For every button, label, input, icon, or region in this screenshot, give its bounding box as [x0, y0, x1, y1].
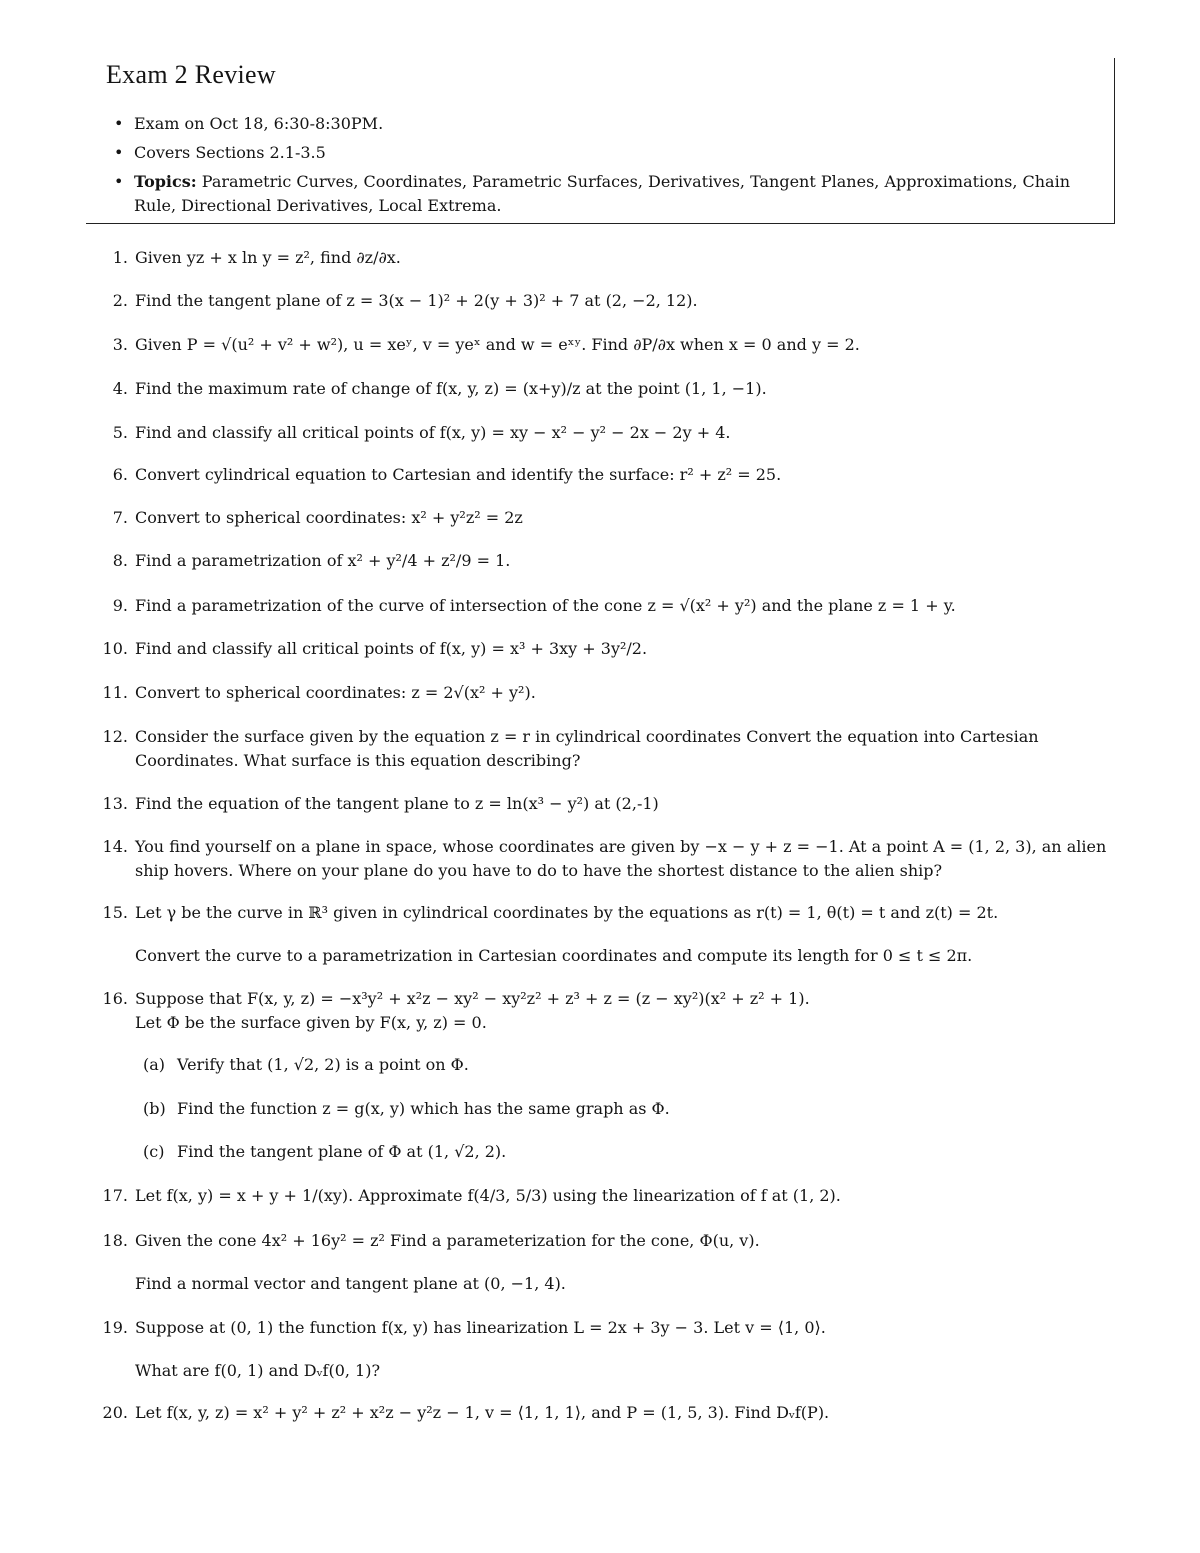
problem-text: Suppose at (0, 1) the function f(x, y) has linearization L = 2x + 3y − 3. Let v = ⟨1, 0⟩. — [135, 1318, 826, 1337]
part-label: (b) — [143, 1099, 166, 1118]
problem-number: 19. — [102, 1318, 128, 1337]
problem-number: 18. — [102, 1231, 128, 1250]
problem-15-continuation: Convert the curve to a parametrization in Cartesian coordinates and compute its length for 0 ≤ t ≤ 2π. — [135, 946, 973, 965]
part-text: Verify that (1, √2, 2) is a point on Φ. — [177, 1055, 469, 1074]
problem-16-part-c — [143, 1140, 1103, 1164]
topics-text: Parametric Curves, Coordinates, Parametric Surfaces, Derivatives, Tangent Planes, Approximations, Chain Rule, Directional Derivatives, Local Extrema. — [134, 172, 1070, 215]
part-label: (a) — [143, 1055, 166, 1074]
topics-label: Topics: — [134, 172, 197, 191]
problem-text: Given the cone 4x² + 16y² = z² Find a parameterization for the cone, Φ(u, v). — [135, 1231, 760, 1250]
part-label: (c) — [143, 1142, 165, 1161]
problem-text: Convert cylindrical equation to Cartesian and identify the surface: r² + z² = 25. — [135, 465, 782, 484]
part-text: Find the tangent plane of Φ at (1, √2, 2). — [177, 1142, 507, 1161]
problem-text: Find the tangent plane of z = 3(x − 1)² + 2(y + 3)² + 7 at (2, −2, 12). — [135, 291, 698, 310]
problem-text: Given yz + x ln y = z², find ∂z/∂x. — [135, 248, 401, 267]
problem-18-continuation: Find a normal vector and tangent plane at (0, −1, 4). — [135, 1274, 566, 1293]
problem-text: Find a parametrization of x² + y²/4 + z²/9 = 1. — [135, 551, 511, 570]
problem-number: 4. — [112, 379, 128, 398]
problem-number: 20. — [102, 1403, 128, 1422]
problem-text: You find yourself on a plane in space, whose coordinates are given by −x − y + z = −1. At a point A = (1, 2, 3), an alien ship hovers. Where on your plane do you have to do to have the shortest distance to the alien ship? — [135, 837, 1107, 880]
problem-number: 7. — [112, 508, 128, 527]
problem-16-part-a — [143, 1053, 1103, 1077]
problem-number: 3. — [112, 335, 128, 354]
problem-text: Find and classify all critical points of f(x, y) = xy − x² − y² − 2x − 2y + 4. — [135, 423, 731, 442]
problem-number: 16. — [102, 989, 128, 1008]
problem-text: Suppose that F(x, y, z) = −x³y² + x²z − xy² − xy²z² + z³ + z = (z − xy²)(x² + z² + 1). — [135, 989, 810, 1008]
problem-16-line-2: Let Φ be the surface given by F(x, y, z) = 0. — [135, 1013, 487, 1032]
problem-text: Find a parametrization of the curve of intersection of the cone z = √(x² + y²) and the plane z = 1 + y. — [135, 596, 956, 615]
problem-text: Let f(x, y, z) = x² + y² + z² + x²z − y²z − 1, v = ⟨1, 1, 1⟩, and P = (1, 5, 3). Find Dᵥf(P). — [135, 1403, 830, 1422]
problem-number: 14. — [102, 837, 128, 856]
problem-number: 2. — [112, 291, 128, 310]
problem-number: 8. — [112, 551, 128, 570]
info-item-sections: • Covers Sections 2.1-3.5 — [134, 141, 1104, 165]
info-item-topics — [134, 170, 1104, 218]
problem-text: Given P = √(u² + v² + w²), u = xeʸ, v = yeˣ and w = eˣʸ. Find ∂P/∂x when x = 0 and y = 2. — [135, 335, 860, 354]
problem-16-part-b — [143, 1097, 1103, 1121]
problem-text: Find the maximum rate of change of f(x, y, z) = (x+y)/z at the point (1, 1, −1). — [135, 379, 767, 398]
problem-text: Find and classify all critical points of f(x, y) = x³ + 3xy + 3y²/2. — [135, 639, 648, 658]
problem-19-continuation: What are f(0, 1) and Dᵥf(0, 1)? — [135, 1361, 381, 1380]
page-title: Exam 2 Review — [106, 60, 276, 89]
problem-text: Consider the surface given by the equation z = r in cylindrical coordinates Convert the equation into Cartesian Coordinates. What surface is this equation describing? — [135, 727, 1039, 770]
problem-text: Convert to spherical coordinates: z = 2√(x² + y²). — [135, 683, 536, 702]
problem-number: 5. — [112, 423, 128, 442]
info-list — [134, 112, 1104, 223]
problem-text: Let f(x, y) = x + y + 1/(xy). Approximate f(4/3, 5/3) using the linearization of f at (1, 2). — [135, 1186, 841, 1205]
part-text: Find the function z = g(x, y) which has the same graph as Φ. — [177, 1099, 670, 1118]
problem-number: 1. — [112, 248, 128, 267]
problem-number: 10. — [102, 639, 128, 658]
problem-number: 9. — [112, 596, 128, 615]
problem-number: 11. — [102, 683, 128, 702]
problem-number: 6. — [112, 465, 128, 484]
problem-text: Find the equation of the tangent plane to z = ln(x³ − y²) at (2,-1) — [135, 794, 659, 813]
problem-number: 17. — [102, 1186, 128, 1205]
problem-text: Convert to spherical coordinates: x² + y²z² = 2z — [135, 508, 523, 527]
problem-number: 12. — [102, 727, 128, 746]
problem-number: 15. — [102, 903, 128, 922]
info-item-exam-date: • Exam on Oct 18, 6:30-8:30PM. — [134, 112, 1104, 136]
problem-number: 13. — [102, 794, 128, 813]
problem-text: Let γ be the curve in ℝ³ given in cylindrical coordinates by the equations as r(t) = 1, θ(t) = t and z(t) = 2t. — [135, 903, 999, 922]
